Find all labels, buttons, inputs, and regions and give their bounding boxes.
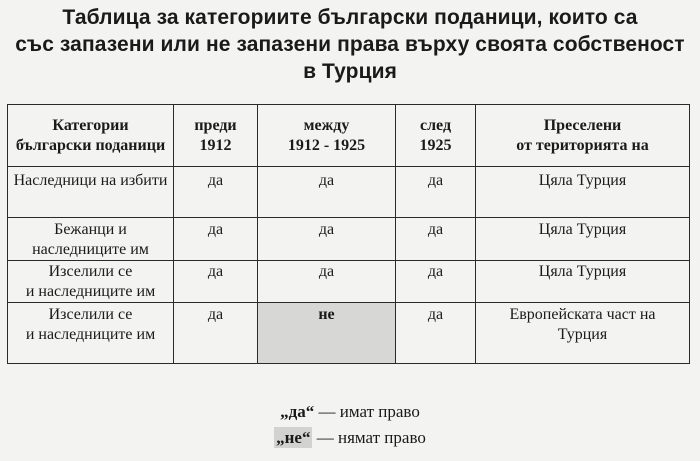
table-row xyxy=(8,218,690,261)
title-line-2: със запазени или не запазени права върху своята собственост xyxy=(15,33,685,56)
cell-after-1925: да xyxy=(396,167,476,218)
table-row xyxy=(8,303,690,364)
legend-no-term: „не“ xyxy=(276,428,311,447)
cell-resettled-from: Европейската част на Турция xyxy=(476,303,690,364)
header-before-1912: преди 1912 xyxy=(174,105,258,167)
cell-between-1912-1925-shaded: не xyxy=(258,303,396,364)
cell-category: Бежанци и наследниците им xyxy=(8,218,174,261)
cell-resettled-from: Цяла Турция xyxy=(476,218,690,261)
cell-after-1925: да xyxy=(396,218,476,261)
legend-yes-term: „да“ xyxy=(280,402,315,421)
header-between-1912-1925: между 1912 - 1925 xyxy=(258,105,396,167)
cell-before-1912: да xyxy=(174,218,258,261)
cell-before-1912: да xyxy=(174,167,258,218)
table-row xyxy=(8,167,690,218)
header-resettled-from: Преселени от територията на xyxy=(476,105,690,167)
cell-before-1912: да xyxy=(174,261,258,303)
legend-no-text: — нямат право xyxy=(312,428,426,447)
cell-between-1912-1925: да xyxy=(258,167,396,218)
title-line-3: в Турция xyxy=(303,60,397,83)
legend-yes-text: — имат право xyxy=(314,402,420,421)
header-after-1925: след 1925 xyxy=(396,105,476,167)
cell-category: Изселили се и наследниците им xyxy=(8,261,174,303)
cell-between-1912-1925: да xyxy=(258,261,396,303)
table-row xyxy=(8,261,690,303)
legend-no xyxy=(0,428,700,448)
cell-after-1925: да xyxy=(396,303,476,364)
table-header-row xyxy=(8,105,690,167)
cell-category: Наследници на избити xyxy=(8,167,174,218)
page-title xyxy=(0,4,700,85)
legend-yes xyxy=(0,402,700,422)
cell-resettled-from: Цяла Турция xyxy=(476,261,690,303)
cell-between-1912-1925: да xyxy=(258,218,396,261)
cell-resettled-from: Цяла Турция xyxy=(476,167,690,218)
title-line-1: Таблица за категориите български поданици, които са xyxy=(62,6,638,29)
cell-category: Изселили се и наследниците им xyxy=(8,303,174,364)
header-category: Категории български поданици xyxy=(8,105,174,167)
cell-after-1925: да xyxy=(396,261,476,303)
rights-table xyxy=(7,104,690,364)
cell-before-1912: да xyxy=(174,303,258,364)
